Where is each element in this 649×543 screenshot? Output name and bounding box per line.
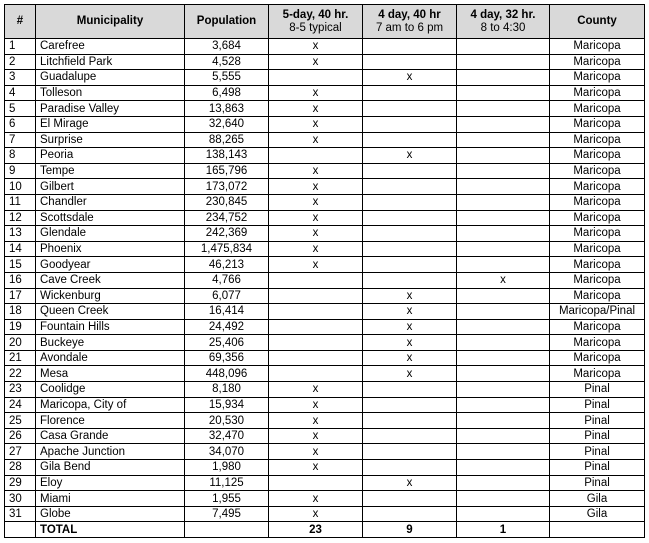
schedule-5day-mark: x	[269, 101, 363, 117]
county-name: Maricopa	[550, 272, 645, 288]
schedule-4day-32-mark	[457, 163, 550, 179]
row-number: 25	[5, 413, 36, 429]
row-number: 17	[5, 288, 36, 304]
county-name: Pinal	[550, 475, 645, 491]
total-label: TOTAL	[36, 522, 185, 538]
municipality-name: Carefree	[36, 39, 185, 55]
header-schedule-5day	[269, 5, 363, 39]
schedule-4day-40-mark	[363, 397, 457, 413]
header-municipality: Municipality	[36, 5, 185, 39]
schedule-5day-mark	[269, 148, 363, 164]
schedule-5day-mark	[269, 366, 363, 382]
schedule-5day-mark: x	[269, 132, 363, 148]
schedule-4day-40-mark	[363, 444, 457, 460]
municipality-name: Glendale	[36, 226, 185, 242]
county-name: Maricopa	[550, 39, 645, 55]
schedule-4day-32-mark	[457, 428, 550, 444]
schedule-4day-40-mark	[363, 179, 457, 195]
schedule-4day-40-mark: x	[363, 288, 457, 304]
schedule-5day-mark: x	[269, 241, 363, 257]
schedule-5day-mark	[269, 350, 363, 366]
row-number: 27	[5, 444, 36, 460]
row-number: 3	[5, 70, 36, 86]
schedule-4day-32-mark	[457, 194, 550, 210]
schedule-5day-mark	[269, 319, 363, 335]
row-number: 23	[5, 382, 36, 398]
population-value: 173,072	[185, 179, 269, 195]
row-number: 7	[5, 132, 36, 148]
county-name: Maricopa	[550, 257, 645, 273]
table-row	[5, 148, 645, 164]
total-population-cell	[185, 522, 269, 538]
population-value: 6,077	[185, 288, 269, 304]
county-name: Maricopa	[550, 241, 645, 257]
municipality-name: Buckeye	[36, 335, 185, 351]
municipality-name: El Mirage	[36, 116, 185, 132]
schedule-5day-mark: x	[269, 428, 363, 444]
row-number: 11	[5, 194, 36, 210]
county-name: Maricopa	[550, 335, 645, 351]
population-value: 4,528	[185, 54, 269, 70]
schedule-table-container	[4, 4, 645, 538]
table-row	[5, 163, 645, 179]
table-row	[5, 335, 645, 351]
table-row	[5, 304, 645, 320]
population-value: 4,766	[185, 272, 269, 288]
schedule-4day-40-mark	[363, 257, 457, 273]
schedule-4day-40-mark	[363, 382, 457, 398]
schedule-5day-mark: x	[269, 257, 363, 273]
row-number: 14	[5, 241, 36, 257]
municipality-name: Coolidge	[36, 382, 185, 398]
header-schedule-4day-32-title: 4 day, 32 hr.	[470, 8, 536, 21]
table-row	[5, 116, 645, 132]
schedule-4day-32-mark	[457, 366, 550, 382]
schedule-4day-40-mark: x	[363, 475, 457, 491]
municipality-name: Maricopa, City of	[36, 397, 185, 413]
header-schedule-4day-32	[457, 5, 550, 39]
schedule-4day-40-mark	[363, 413, 457, 429]
table-row	[5, 397, 645, 413]
row-number: 12	[5, 210, 36, 226]
schedule-5day-mark: x	[269, 163, 363, 179]
table-row	[5, 132, 645, 148]
header-schedule-4day-32-sub: 8 to 4:30	[480, 21, 526, 34]
header-schedule-4day-40-title: 4 day, 40 hr	[378, 8, 441, 21]
county-name: Maricopa	[550, 101, 645, 117]
schedule-4day-32-mark	[457, 506, 550, 522]
schedule-4day-32-mark	[457, 319, 550, 335]
row-number: 19	[5, 319, 36, 335]
county-name: Maricopa	[550, 70, 645, 86]
population-value: 5,555	[185, 70, 269, 86]
municipality-name: Cave Creek	[36, 272, 185, 288]
county-name: Pinal	[550, 397, 645, 413]
schedule-4day-32-mark	[457, 335, 550, 351]
schedule-4day-32-mark	[457, 132, 550, 148]
schedule-4day-32-mark	[457, 148, 550, 164]
header-schedule-4day-40	[363, 5, 457, 39]
schedule-5day-mark: x	[269, 179, 363, 195]
population-value: 16,414	[185, 304, 269, 320]
schedule-4day-32-mark	[457, 101, 550, 117]
schedule-4day-40-mark	[363, 194, 457, 210]
municipality-name: Surprise	[36, 132, 185, 148]
table-row	[5, 39, 645, 55]
schedule-5day-mark	[269, 70, 363, 86]
schedule-5day-mark	[269, 335, 363, 351]
schedule-4day-32-mark	[457, 257, 550, 273]
table-row	[5, 506, 645, 522]
county-name: Maricopa/Pinal	[550, 304, 645, 320]
table-row	[5, 475, 645, 491]
municipality-name: Queen Creek	[36, 304, 185, 320]
schedule-4day-32-mark	[457, 288, 550, 304]
population-value: 46,213	[185, 257, 269, 273]
row-number: 6	[5, 116, 36, 132]
population-value: 15,934	[185, 397, 269, 413]
row-number: 2	[5, 54, 36, 70]
population-value: 32,640	[185, 116, 269, 132]
municipality-name: Phoenix	[36, 241, 185, 257]
population-value: 448,096	[185, 366, 269, 382]
table-row	[5, 444, 645, 460]
schedule-5day-mark: x	[269, 116, 363, 132]
row-number: 20	[5, 335, 36, 351]
row-number: 21	[5, 350, 36, 366]
table-row	[5, 101, 645, 117]
schedule-4day-32-mark	[457, 70, 550, 86]
population-value: 234,752	[185, 210, 269, 226]
population-value: 242,369	[185, 226, 269, 242]
row-number: 16	[5, 272, 36, 288]
municipality-name: Litchfield Park	[36, 54, 185, 70]
schedule-4day-40-mark	[363, 39, 457, 55]
row-number: 15	[5, 257, 36, 273]
header-schedule-5day-sub: 8-5 typical	[289, 21, 342, 34]
county-name: Maricopa	[550, 148, 645, 164]
schedule-4day-40-mark	[363, 210, 457, 226]
municipality-name: Tolleson	[36, 85, 185, 101]
municipality-name: Guadalupe	[36, 70, 185, 86]
municipality-name: Miami	[36, 491, 185, 507]
row-number: 29	[5, 475, 36, 491]
schedule-4day-40-mark	[363, 241, 457, 257]
population-value: 8,180	[185, 382, 269, 398]
table-body	[5, 39, 645, 522]
schedule-5day-mark: x	[269, 210, 363, 226]
county-name: Maricopa	[550, 194, 645, 210]
county-name: Pinal	[550, 428, 645, 444]
population-value: 13,863	[185, 101, 269, 117]
row-number: 9	[5, 163, 36, 179]
county-name: Maricopa	[550, 163, 645, 179]
municipality-name: Avondale	[36, 350, 185, 366]
schedule-4day-32-mark	[457, 116, 550, 132]
row-number: 31	[5, 506, 36, 522]
schedule-5day-mark: x	[269, 194, 363, 210]
schedule-4day-32-mark	[457, 460, 550, 476]
population-value: 11,125	[185, 475, 269, 491]
county-name: Maricopa	[550, 226, 645, 242]
county-name: Pinal	[550, 444, 645, 460]
schedule-4day-40-mark	[363, 85, 457, 101]
schedule-4day-32-mark	[457, 444, 550, 460]
schedule-4day-32-mark	[457, 85, 550, 101]
municipality-name: Apache Junction	[36, 444, 185, 460]
schedule-4day-32-mark	[457, 241, 550, 257]
total-schedule-4day-32: 1	[457, 522, 550, 538]
population-value: 230,845	[185, 194, 269, 210]
table-row	[5, 460, 645, 476]
table-row	[5, 428, 645, 444]
municipality-schedule-table	[4, 4, 645, 538]
population-value: 88,265	[185, 132, 269, 148]
row-number: 30	[5, 491, 36, 507]
population-value: 138,143	[185, 148, 269, 164]
header-schedule-4day-40-sub: 7 am to 6 pm	[375, 21, 444, 34]
population-value: 7,495	[185, 506, 269, 522]
table-row	[5, 272, 645, 288]
schedule-4day-32-mark	[457, 350, 550, 366]
schedule-4day-32-mark	[457, 226, 550, 242]
schedule-4day-40-mark: x	[363, 366, 457, 382]
population-value: 1,475,834	[185, 241, 269, 257]
population-value: 20,530	[185, 413, 269, 429]
schedule-4day-40-mark: x	[363, 304, 457, 320]
schedule-4day-32-mark	[457, 413, 550, 429]
table-row	[5, 226, 645, 242]
header-schedule-5day-title: 5-day, 40 hr.	[282, 8, 349, 21]
schedule-4day-40-mark	[363, 101, 457, 117]
header-county: County	[550, 5, 645, 39]
population-value: 32,470	[185, 428, 269, 444]
row-number: 22	[5, 366, 36, 382]
row-number: 24	[5, 397, 36, 413]
schedule-4day-40-mark	[363, 460, 457, 476]
county-name: Gila	[550, 506, 645, 522]
schedule-4day-40-mark	[363, 163, 457, 179]
county-name: Maricopa	[550, 179, 645, 195]
schedule-4day-40-mark	[363, 226, 457, 242]
population-value: 1,955	[185, 491, 269, 507]
municipality-name: Casa Grande	[36, 428, 185, 444]
schedule-4day-40-mark	[363, 116, 457, 132]
schedule-4day-40-mark: x	[363, 350, 457, 366]
table-row	[5, 210, 645, 226]
row-number: 13	[5, 226, 36, 242]
county-name: Maricopa	[550, 350, 645, 366]
municipality-name: Tempe	[36, 163, 185, 179]
row-number: 18	[5, 304, 36, 320]
population-value: 1,980	[185, 460, 269, 476]
schedule-5day-mark: x	[269, 226, 363, 242]
schedule-4day-32-mark	[457, 304, 550, 320]
schedule-4day-40-mark: x	[363, 148, 457, 164]
row-number: 1	[5, 39, 36, 55]
county-name: Pinal	[550, 460, 645, 476]
schedule-5day-mark: x	[269, 382, 363, 398]
table-row	[5, 85, 645, 101]
county-name: Maricopa	[550, 132, 645, 148]
schedule-5day-mark	[269, 288, 363, 304]
county-name: Pinal	[550, 382, 645, 398]
table-row	[5, 70, 645, 86]
municipality-name: Eloy	[36, 475, 185, 491]
municipality-name: Globe	[36, 506, 185, 522]
schedule-5day-mark: x	[269, 397, 363, 413]
population-value: 165,796	[185, 163, 269, 179]
county-name: Maricopa	[550, 319, 645, 335]
table-row	[5, 194, 645, 210]
table-row	[5, 413, 645, 429]
municipality-name: Mesa	[36, 366, 185, 382]
schedule-5day-mark: x	[269, 413, 363, 429]
schedule-4day-40-mark	[363, 506, 457, 522]
schedule-4day-32-mark	[457, 210, 550, 226]
schedule-5day-mark	[269, 304, 363, 320]
row-number: 28	[5, 460, 36, 476]
population-value: 34,070	[185, 444, 269, 460]
total-num-cell	[5, 522, 36, 538]
schedule-4day-40-mark	[363, 491, 457, 507]
schedule-5day-mark: x	[269, 491, 363, 507]
table-row	[5, 350, 645, 366]
municipality-name: Paradise Valley	[36, 101, 185, 117]
header-num: #	[5, 5, 36, 39]
header-population: Population	[185, 5, 269, 39]
schedule-4day-40-mark: x	[363, 335, 457, 351]
municipality-name: Goodyear	[36, 257, 185, 273]
row-number: 5	[5, 101, 36, 117]
municipality-name: Wickenburg	[36, 288, 185, 304]
schedule-4day-40-mark: x	[363, 319, 457, 335]
schedule-4day-32-mark	[457, 382, 550, 398]
municipality-name: Gilbert	[36, 179, 185, 195]
schedule-4day-32-mark	[457, 54, 550, 70]
municipality-name: Peoria	[36, 148, 185, 164]
table-row	[5, 319, 645, 335]
schedule-4day-40-mark	[363, 272, 457, 288]
county-name: Maricopa	[550, 54, 645, 70]
municipality-name: Florence	[36, 413, 185, 429]
schedule-4day-32-mark	[457, 397, 550, 413]
county-name: Maricopa	[550, 210, 645, 226]
table-row	[5, 491, 645, 507]
row-number: 4	[5, 85, 36, 101]
schedule-5day-mark: x	[269, 444, 363, 460]
schedule-5day-mark: x	[269, 460, 363, 476]
row-number: 26	[5, 428, 36, 444]
population-value: 24,492	[185, 319, 269, 335]
schedule-4day-32-mark	[457, 491, 550, 507]
schedule-5day-mark: x	[269, 54, 363, 70]
schedule-4day-32-mark	[457, 475, 550, 491]
schedule-5day-mark	[269, 475, 363, 491]
population-value: 25,406	[185, 335, 269, 351]
schedule-4day-40-mark	[363, 54, 457, 70]
population-value: 69,356	[185, 350, 269, 366]
county-name: Maricopa	[550, 116, 645, 132]
municipality-name: Chandler	[36, 194, 185, 210]
schedule-5day-mark: x	[269, 39, 363, 55]
total-schedule-4day-40: 9	[363, 522, 457, 538]
table-row	[5, 257, 645, 273]
county-name: Maricopa	[550, 288, 645, 304]
municipality-name: Fountain Hills	[36, 319, 185, 335]
schedule-5day-mark	[269, 272, 363, 288]
header-row	[5, 5, 645, 39]
row-number: 10	[5, 179, 36, 195]
county-name: Maricopa	[550, 85, 645, 101]
table-row	[5, 241, 645, 257]
schedule-4day-32-mark	[457, 179, 550, 195]
schedule-4day-40-mark: x	[363, 70, 457, 86]
total-county-cell	[550, 522, 645, 538]
county-name: Maricopa	[550, 366, 645, 382]
row-number: 8	[5, 148, 36, 164]
population-value: 3,684	[185, 39, 269, 55]
table-row	[5, 179, 645, 195]
schedule-4day-32-mark	[457, 39, 550, 55]
table-row	[5, 54, 645, 70]
table-row	[5, 366, 645, 382]
municipality-name: Gila Bend	[36, 460, 185, 476]
schedule-4day-40-mark	[363, 428, 457, 444]
county-name: Gila	[550, 491, 645, 507]
schedule-5day-mark: x	[269, 85, 363, 101]
total-row	[5, 522, 645, 538]
municipality-name: Scottsdale	[36, 210, 185, 226]
table-row	[5, 382, 645, 398]
county-name: Pinal	[550, 413, 645, 429]
schedule-4day-32-mark: x	[457, 272, 550, 288]
total-schedule-5day: 23	[269, 522, 363, 538]
population-value: 6,498	[185, 85, 269, 101]
schedule-5day-mark: x	[269, 506, 363, 522]
schedule-4day-40-mark	[363, 132, 457, 148]
table-row	[5, 288, 645, 304]
